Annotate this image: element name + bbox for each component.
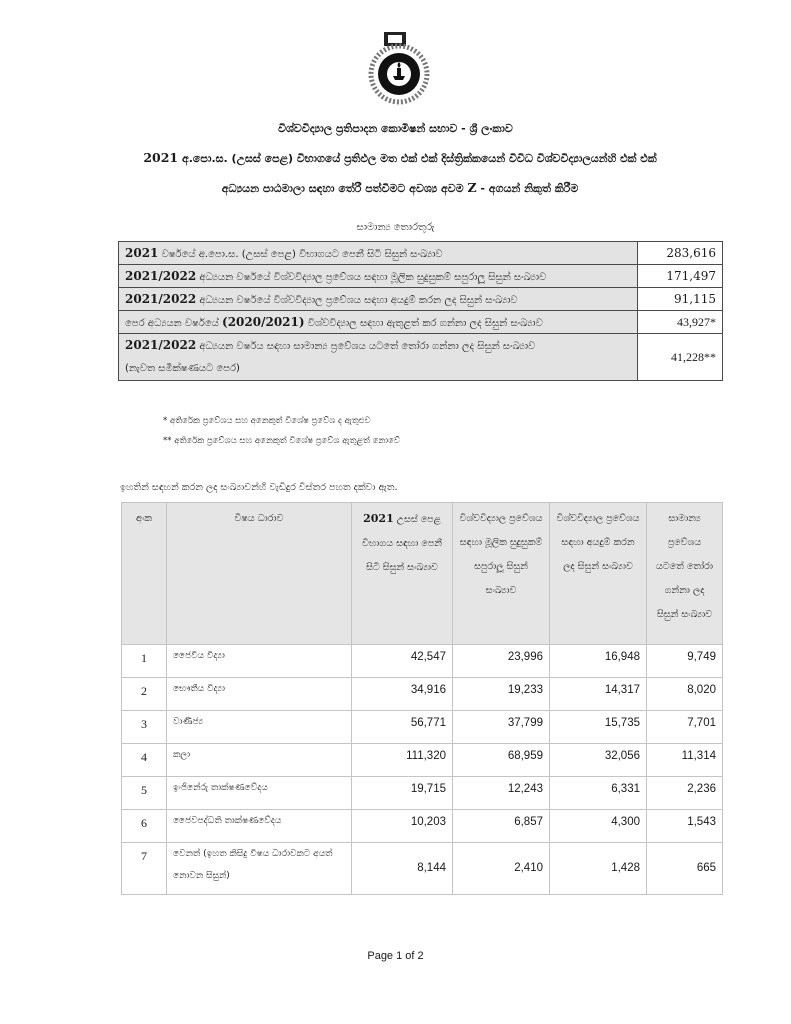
header-sat-year: 2021: [363, 512, 394, 525]
page-number: Page 1 of 2: [367, 950, 424, 962]
header-no: අංක: [122, 503, 167, 645]
cell-eligible: 19,233: [453, 678, 550, 711]
row-text: අධ්‍යයන වර්ෂය සඳහා සාමාන්‍ය ප්‍රවේශය යටතේ තෝරා ගන්නා ලද සිසුන් සංඛ්‍යාව: [196, 341, 536, 352]
row-text: අධ්‍යයන වර්ෂයේ විශ්වවිද්‍යාල ප්‍රවේශය සඳහා අයදුම් කරන ලද සිසුන් සංඛ්‍යාව: [196, 295, 518, 306]
cell-applied: 14,317: [550, 678, 647, 711]
document-title-line2: [120, 180, 680, 196]
cell-sat: 10,203: [352, 810, 453, 843]
row-label: [119, 265, 638, 288]
cell-applied: 4,300: [550, 810, 647, 843]
cell-no: 1: [122, 645, 167, 678]
row-value: 171,497: [638, 265, 723, 288]
cell-sat: 8,144: [352, 843, 453, 895]
cell-sat: 34,916: [352, 678, 453, 711]
cell-selected: 1,543: [647, 810, 723, 843]
general-info-row: [119, 265, 723, 288]
cell-eligible: 6,857: [453, 810, 550, 843]
cell-eligible: 12,243: [453, 777, 550, 810]
details-intro: ඉහතින් සඳහන් කරන ලද සංඛ්‍යාවන්හි වැඩිදුර විස්තර පහත දක්වා ඇත.: [120, 482, 398, 493]
title-z: Z: [467, 180, 477, 195]
cell-stream: වාණිජ්‍ය: [167, 711, 352, 744]
cell-no: 5: [122, 777, 167, 810]
cell-stream: භෞතීය විද්‍යා: [167, 678, 352, 711]
title-text: අ.පො.ස. (උසස් පෙළ) විභාගයේ ප්‍රතිඵල මත එක් එක් දිස්ත්‍රික්කයෙන් විවිධ විශ්වවිද්‍යාලයන්හි එක් එක්: [178, 152, 657, 165]
row-year: (2020/2021): [222, 315, 305, 329]
row-year: 2021: [125, 246, 159, 260]
cell-eligible: 2,410: [453, 843, 550, 895]
cell-applied: 1,428: [550, 843, 647, 895]
cell-eligible: 68,959: [453, 744, 550, 777]
cell-selected: 8,020: [647, 678, 723, 711]
general-info-row: [119, 288, 723, 311]
cell-selected: 7,701: [647, 711, 723, 744]
cell-eligible: 23,996: [453, 645, 550, 678]
cell-applied: 32,056: [550, 744, 647, 777]
cell-stream: ජෛවපද්ධති තාක්ෂණවේදය: [167, 810, 352, 843]
details-row: [122, 810, 723, 843]
details-row: [122, 744, 723, 777]
document-title-line1: [120, 150, 680, 166]
details-row: [122, 645, 723, 678]
row-text: වර්ෂයේ අ.පො.ස. (උසස් පෙළ) විභාගයට පෙනී සිටි සිසුන් සංඛ්‍යාව: [158, 249, 443, 260]
details-row: [122, 777, 723, 810]
cell-sat: 56,771: [352, 711, 453, 744]
details-row: [122, 678, 723, 711]
title-text-2a: අධ්‍යයන පාඨමාලා සඳහා තේරී පත්වීමට අවශ්‍ය අවම: [221, 182, 468, 195]
header-applied: විශ්වවිද්‍යාල ප්‍රවේශය සඳහා අයදුම් කරන ලද සිසුන් සංඛ්‍යාව: [550, 503, 647, 645]
general-info-row: [119, 242, 723, 265]
cell-stream: ජෛවීය විද්‍යා: [167, 645, 352, 678]
row-value: 283,616: [638, 242, 723, 265]
title-year: 2021: [143, 150, 179, 165]
header-selected: සාමාන්‍ය ප්‍රවේශය යටතේ තෝරා ගන්නා ලද සිසුන් සංඛ්‍යාව: [647, 503, 723, 645]
row-year: 2021/2022: [125, 292, 197, 306]
row-label: [119, 288, 638, 311]
footnote-2: ** අතිරේක ප්‍රවේශය සහ අනෙකුත් විශේෂ ප්‍රවේශ ඇතුළත් නොවේ: [163, 436, 400, 446]
details-row: [122, 843, 723, 895]
cell-stream: කලා: [167, 744, 352, 777]
cell-no: 2: [122, 678, 167, 711]
cell-sat: 19,715: [352, 777, 453, 810]
cell-selected: 2,236: [647, 777, 723, 810]
details-row: [122, 711, 723, 744]
row-text-pre: පෙර අධ්‍යයන වර්ෂයේ: [125, 318, 223, 329]
cell-applied: 15,735: [550, 711, 647, 744]
cell-applied: 16,948: [550, 645, 647, 678]
cell-sat: 42,547: [352, 645, 453, 678]
row-value: 91,115: [638, 288, 723, 311]
footnote-1: * අතිරේක ප්‍රවේශය සහ අනෙකුත් විශේෂ ප්‍රවේශ ද ඇතුළුව: [163, 416, 371, 426]
cell-selected: 11,314: [647, 744, 723, 777]
cell-eligible: 37,799: [453, 711, 550, 744]
header-sat-text: උසස් පෙළ විභාගය සඳහා පෙනී සිටි සිසුන් සංඛ්‍යාව: [362, 514, 442, 573]
cell-stream: වෙනත් (ඉහත කිසිදු විෂය ධාරාවකට අයත් නොවන සිසුන්): [167, 843, 352, 895]
organization-name: විශ්වවිද්‍යාල ප්‍රතිපාදන කොමිෂන් සභාව - ශ්‍රී ලංකාව: [278, 122, 513, 135]
row-value: 43,927*: [638, 311, 723, 334]
cell-no: 3: [122, 711, 167, 744]
row-label: [119, 242, 638, 265]
cell-no: 4: [122, 744, 167, 777]
header-stream: විෂය ධාරාව: [167, 503, 352, 645]
row-label: [119, 334, 638, 381]
details-table: [121, 502, 723, 895]
cell-sat: 111,320: [352, 744, 453, 777]
general-info-row: [119, 334, 723, 381]
section-title-general-info: සාමාන්‍ය තොරතුරු: [356, 222, 435, 233]
cell-selected: 9,749: [647, 645, 723, 678]
row-text: අධ්‍යයන වර්ෂයේ විශ්වවිද්‍යාල ප්‍රවේශය සඳහා මූලික සුදුසුකම් සපුරාලූ සිසුන් සංඛ්‍යාව: [196, 272, 547, 283]
cell-no: 7: [122, 843, 167, 895]
cell-applied: 6,331: [550, 777, 647, 810]
cell-stream: ඉංජිනේරු තාක්ෂණවේදය: [167, 777, 352, 810]
details-header-row: [122, 503, 723, 645]
ugc-emblem-logo: [366, 30, 432, 106]
general-info-row: [119, 311, 723, 334]
cell-selected: 665: [647, 843, 723, 895]
row-value: 41,228**: [638, 334, 723, 381]
header-sat: [352, 503, 453, 645]
title-text-2b: - අගයන් නිකුත් කිරීම: [476, 182, 579, 195]
row-label: [119, 311, 638, 334]
header-eligible: විශ්වවිද්‍යාල ප්‍රවේශය සඳහා මූලික සුදුසුකම් සපුරාලූ සිසුන් සංඛ්‍යාව: [453, 503, 550, 645]
row-year: 2021/2022: [125, 269, 197, 283]
row-year: 2021/2022: [125, 338, 197, 352]
cell-no: 6: [122, 810, 167, 843]
row-text: විශ්වවිද්‍යාල සඳහා ඇතුළත් කර ගන්නා ලද සිසුන් සංඛ්‍යාව: [304, 318, 543, 329]
general-info-table: [118, 241, 723, 381]
row-text-line2: (නැවත සමීක්ෂණයට පෙර): [125, 363, 240, 374]
